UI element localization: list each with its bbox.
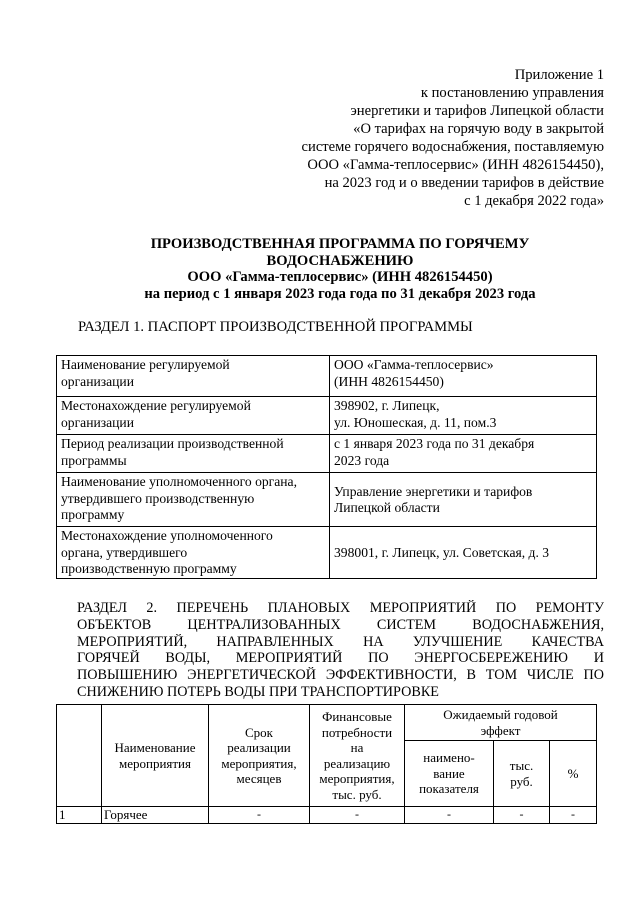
annex-line: на 2023 год и о введении тарифов в действие (324, 175, 604, 191)
title-line: ПРОИЗВОДСТВЕННАЯ ПРОГРАММА ПО ГОРЯЧЕМУ (150, 236, 530, 252)
cell-line: мероприятия (118, 755, 191, 771)
cell-line: наимено- (423, 750, 475, 766)
section2-line: ГОРЯЧЕЙ ВОДЫ, МЕРОПРИЯТИЙ ПО ЭНЕРГОСБЕРЕЖЕНИЮ И (77, 650, 604, 667)
table-row (57, 807, 597, 824)
cell-line: Период реализации производственной (61, 436, 284, 451)
header-finance (310, 705, 405, 807)
header-name (102, 705, 209, 807)
table-row (57, 527, 597, 579)
passport-value (330, 397, 597, 435)
cell-percent: - (550, 807, 597, 824)
cell-line: показателя (419, 781, 479, 797)
cell-line: утвердившего производственную (61, 490, 255, 506)
cell-line: месяцев (236, 771, 282, 786)
passport-label (57, 473, 330, 527)
document-title (60, 236, 620, 302)
cell-number: 1 (57, 807, 102, 824)
cell-line: Липецкой области (334, 500, 440, 515)
header-term (209, 705, 310, 807)
cell-thousand-rub: - (494, 807, 550, 824)
measures-table (56, 704, 597, 824)
table-row (57, 435, 597, 473)
cell-line: мероприятия, (319, 771, 395, 786)
passport-table (56, 355, 597, 579)
header-number (57, 705, 102, 807)
cell-line: мероприятия, (221, 755, 297, 771)
cell-line: с 1 января 2023 года по 31 декабря (334, 436, 535, 451)
cell-line: Наименование уполномоченного органа, (61, 474, 297, 489)
cell-line: тыс. (509, 758, 534, 773)
cell-line: 398001, г. Липецк, ул. Советская, д. 3 (334, 544, 550, 560)
cell-term: - (209, 807, 310, 824)
cell-line: на (350, 740, 364, 755)
cell-line: программу (61, 507, 125, 522)
passport-label (57, 397, 330, 435)
cell-line: 398902, г. Липецк, (334, 398, 440, 413)
annex-block (264, 66, 604, 210)
cell-line: 2023 года (334, 452, 390, 468)
table-row (57, 473, 597, 527)
cell-line: организации (61, 414, 134, 430)
annex-line: Приложение 1 (514, 67, 604, 83)
cell-line: (ИНН 4826154450) (334, 373, 444, 389)
header-indicator (405, 741, 494, 807)
cell-line: тыс. руб. (332, 786, 382, 802)
cell-line: Срок (245, 724, 273, 740)
cell-finance: - (310, 807, 405, 824)
section2-line: ПОВЫШЕНИЮ ЭНЕРГЕТИЧЕСКОЙ ЭФФЕКТИВНОСТИ, В ТОМ ЧИСЛЕ ПО (77, 667, 604, 684)
cell-line: ул. Юношеская, д. 11, пом.3 (334, 414, 497, 430)
passport-label (57, 527, 330, 579)
cell-line: эффект (480, 722, 521, 738)
annex-line: энергетики и тарифов Липецкой области (350, 103, 604, 119)
passport-label (57, 356, 330, 397)
cell-line: Финансовые (322, 709, 392, 724)
annex-line: системе горячего водоснабжения, поставляемую (301, 139, 604, 155)
header-thousand-rub (494, 741, 550, 807)
cell-line: органа, утвердившего (61, 544, 188, 560)
passport-label (57, 435, 330, 473)
header-percent: % (550, 741, 597, 807)
cell-line: вание (433, 765, 465, 781)
cell-line: потребности (321, 724, 393, 740)
title-line: на период с 1 января 2023 года года по 31 декабря 2023 года (144, 285, 536, 302)
cell-indicator: - (405, 807, 494, 824)
cell-line: реализацию (323, 755, 391, 771)
annex-line: ООО «Гамма-теплосервис» (ИНН 4826154450), (307, 157, 604, 173)
cell-line: производственную программу (61, 561, 237, 576)
cell-line: Наименование (114, 740, 196, 755)
cell-line: Ожидаемый годовой (443, 707, 558, 722)
cell-line: организации (61, 373, 134, 389)
passport-value (330, 473, 597, 527)
table-header-row (57, 705, 597, 741)
passport-value (330, 435, 597, 473)
table-row (57, 356, 597, 397)
cell-line: ООО «Гамма-теплосервис» (334, 357, 494, 372)
section1-heading: РАЗДЕЛ 1. ПАСПОРТ ПРОИЗВОДСТВЕННОЙ ПРОГРАММЫ (78, 319, 473, 335)
section2-line: СНИЖЕНИЮ ПОТЕРЬ ВОДЫ ПРИ ТРАНСПОРТИРОВКЕ (77, 683, 439, 700)
cell-line: программы (61, 452, 127, 468)
cell-line: реализации (227, 740, 291, 755)
cell-line: Местонахождение уполномоченного (61, 528, 273, 543)
section2-line: МЕРОПРИЯТИЙ, НАПРАВЛЕННЫХ НА УЛУЧШЕНИЕ КАЧЕСТВА (77, 633, 604, 650)
header-effect (405, 705, 597, 741)
annex-line: «О тарифах на горячую воду в закрытой (353, 121, 604, 137)
passport-value (330, 527, 597, 579)
section2-line: РАЗДЕЛ 2. ПЕРЕЧЕНЬ ПЛАНОВЫХ МЕРОПРИЯТИЙ ПО РЕМОНТУ (77, 600, 604, 616)
section2-line: ОБЪЕКТОВ ЦЕНТРАЛИЗОВАННЫХ СИСТЕМ ВОДОСНАБЖЕНИЯ, (77, 616, 604, 633)
passport-value (330, 356, 597, 397)
cell-name: Горячее (102, 807, 209, 824)
cell-line: Управление энергетики и тарифов (334, 483, 533, 499)
section2-heading (77, 600, 604, 701)
annex-line: к постановлению управления (420, 85, 604, 101)
title-line: ВОДОСНАБЖЕНИЮ (266, 252, 414, 269)
cell-line: руб. (510, 773, 533, 789)
table-row (57, 397, 597, 435)
annex-line: с 1 декабря 2022 года» (464, 193, 604, 209)
cell-line: Местонахождение регулируемой (61, 398, 251, 413)
cell-line: Наименование регулируемой (61, 357, 230, 372)
title-line: ООО «Гамма-теплосервис» (ИНН 4826154450) (187, 269, 493, 285)
